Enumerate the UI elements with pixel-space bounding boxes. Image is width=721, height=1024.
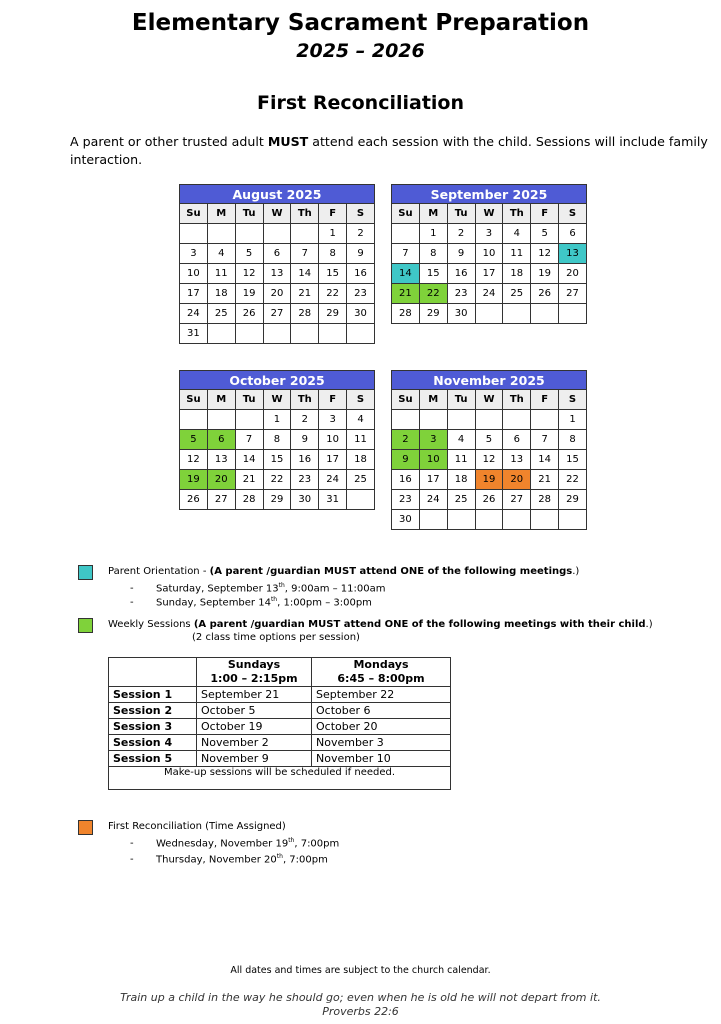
day-cell: 22: [559, 470, 587, 490]
orientation-requirement: (A parent /guardian MUST attend ONE of the following meetings: [209, 566, 573, 577]
empty-day-cell: [207, 324, 235, 344]
day-cell: 1: [263, 410, 291, 430]
calendar-grid: [391, 370, 587, 530]
empty-day-cell: [263, 324, 291, 344]
day-cell: 24: [475, 284, 503, 304]
day-cell: 1: [319, 224, 347, 244]
month-header: September 2025: [392, 185, 587, 204]
day-cell: 2: [447, 224, 475, 244]
calendar-october: [179, 370, 375, 510]
day-cell: 8: [263, 430, 291, 450]
day-cell: 15: [559, 450, 587, 470]
day-cell: 6: [503, 430, 531, 450]
intro-text-rest: attend each session with the child. Sessions will include family interaction.: [70, 134, 708, 167]
weekday-header: F: [319, 390, 347, 410]
day-cell: 25: [207, 304, 235, 324]
day-cell: 23: [291, 470, 319, 490]
weekday-header: W: [475, 390, 503, 410]
weekday-header: M: [419, 390, 447, 410]
week-row: [392, 450, 587, 470]
day-cell: 28: [291, 304, 319, 324]
week-row: [180, 244, 375, 264]
weekday-header: F: [531, 390, 559, 410]
orientation-time: , 1:00pm – 3:00pm: [277, 597, 372, 609]
monday-date: November 3: [312, 735, 451, 751]
weekly-label: Weekly Sessions: [108, 619, 194, 630]
day-cell: 13: [503, 450, 531, 470]
week-row: [180, 304, 375, 324]
day-cell: 27: [559, 284, 587, 304]
sunday-date: November 9: [197, 751, 312, 767]
day-cell: 3: [475, 224, 503, 244]
day-cell: 19: [531, 264, 559, 284]
week-row: [180, 450, 375, 470]
reconciliation-item: [130, 850, 328, 867]
sunday-date: October 5: [197, 703, 312, 719]
day-cell: 18: [503, 264, 531, 284]
empty-day-cell: [180, 410, 208, 430]
day-cell: 4: [347, 410, 375, 430]
day-cell: 15: [263, 450, 291, 470]
sunday-date: September 21: [197, 687, 312, 703]
day-cell: 9: [392, 450, 420, 470]
day-cell: 13: [207, 450, 235, 470]
ordinal-suffix: th: [276, 853, 283, 860]
day-cell: 31: [180, 324, 208, 344]
weekday-header: S: [559, 204, 587, 224]
weekday-header: W: [475, 204, 503, 224]
empty-day-cell: [419, 510, 447, 530]
empty-day-cell: [531, 510, 559, 530]
empty-day-cell: [347, 490, 375, 510]
mondays-time: 6:45 – 8:00pm: [337, 672, 425, 685]
reconciliation-item: [130, 834, 339, 851]
empty-day-cell: [291, 224, 319, 244]
session-label: Session 2: [109, 703, 197, 719]
page-title: Elementary Sacrament Preparation: [131, 10, 590, 36]
day-cell: 5: [475, 430, 503, 450]
table-row: [109, 751, 451, 767]
week-row: [180, 224, 375, 244]
orientation-tail: .): [572, 566, 580, 577]
monday-date: October 6: [312, 703, 451, 719]
calendar-grid: [179, 184, 375, 344]
day-cell: 26: [475, 490, 503, 510]
monday-date: September 22: [312, 687, 451, 703]
day-cell: 22: [319, 284, 347, 304]
weekly-legend: [108, 618, 653, 632]
day-cell: 26: [180, 490, 208, 510]
empty-day-cell: [235, 224, 263, 244]
weekday-header: Su: [392, 390, 420, 410]
day-cell: 18: [207, 284, 235, 304]
day-cell: 20: [207, 470, 235, 490]
day-cell: 11: [503, 244, 531, 264]
empty-day-cell: [207, 224, 235, 244]
month-header: August 2025: [180, 185, 375, 204]
day-cell: 27: [503, 490, 531, 510]
week-row: [392, 510, 587, 530]
day-cell: 6: [263, 244, 291, 264]
reconciliation-date: Thursday, November 20: [156, 854, 277, 866]
day-cell: 11: [447, 450, 475, 470]
week-row: [392, 304, 587, 324]
day-cell: 16: [291, 450, 319, 470]
empty-day-cell: [503, 510, 531, 530]
weekday-header: M: [207, 390, 235, 410]
day-cell: 12: [475, 450, 503, 470]
day-cell: 12: [180, 450, 208, 470]
intro-emphasis: MUST: [267, 134, 309, 149]
day-cell: 30: [291, 490, 319, 510]
weekday-header: F: [319, 204, 347, 224]
day-cell: 1: [419, 224, 447, 244]
day-cell: 3: [319, 410, 347, 430]
calendar-grid: [179, 370, 375, 510]
week-row: [180, 470, 375, 490]
day-cell: 15: [419, 264, 447, 284]
reconciliation-label: First Reconciliation (Time Assigned): [108, 821, 286, 832]
month-header: November 2025: [392, 371, 587, 390]
orientation-legend: [108, 565, 579, 579]
sunday-date: October 19: [197, 719, 312, 735]
weekday-header: S: [559, 390, 587, 410]
weekday-header: S: [347, 390, 375, 410]
orientation-date: Saturday, September 13: [156, 583, 279, 595]
bible-verse: [0, 991, 721, 1019]
calendar-grid: [391, 184, 587, 324]
empty-day-cell: [347, 324, 375, 344]
day-cell: 22: [263, 470, 291, 490]
day-cell: 20: [559, 264, 587, 284]
day-cell: 4: [447, 430, 475, 450]
day-cell: 17: [180, 284, 208, 304]
bullet-dash: -: [130, 597, 134, 609]
sessions-header-row: [109, 658, 451, 687]
week-row: [180, 490, 375, 510]
day-cell: 18: [447, 470, 475, 490]
monday-date: October 20: [312, 719, 451, 735]
day-cell: 17: [419, 470, 447, 490]
table-row: [109, 703, 451, 719]
session-label: Session 4: [109, 735, 197, 751]
empty-day-cell: [447, 410, 475, 430]
day-cell: 2: [392, 430, 420, 450]
empty-day-cell: [531, 304, 559, 324]
empty-day-cell: [531, 410, 559, 430]
day-cell: 5: [235, 244, 263, 264]
verse-reference: Proverbs 22:6: [322, 1005, 399, 1018]
ordinal-suffix: th: [270, 596, 278, 603]
day-cell: 30: [392, 510, 420, 530]
sundays-label: Sundays: [227, 658, 281, 671]
day-cell: 19: [235, 284, 263, 304]
week-row: [180, 264, 375, 284]
weekly-color-swatch: [78, 618, 93, 633]
month-header: October 2025: [180, 371, 375, 390]
day-cell: 14: [531, 450, 559, 470]
table-row: [109, 687, 451, 703]
sundays-header: [197, 658, 312, 687]
calendar-disclaimer: All dates and times are subject to the church calendar.: [230, 965, 491, 976]
weekly-subnote: (2 class time options per session): [192, 632, 360, 643]
week-row: [392, 470, 587, 490]
day-cell: 23: [447, 284, 475, 304]
day-cell: 4: [503, 224, 531, 244]
weekday-header: W: [263, 390, 291, 410]
makeup-note: Make-up sessions will be scheduled if needed.: [109, 767, 451, 790]
day-cell: 26: [531, 284, 559, 304]
day-cell: 16: [347, 264, 375, 284]
day-cell: 19: [180, 470, 208, 490]
weekday-header: W: [263, 204, 291, 224]
calendar-august: [179, 184, 375, 344]
sundays-time: 1:00 – 2:15pm: [210, 672, 298, 685]
empty-day-cell: [475, 410, 503, 430]
day-cell: 7: [235, 430, 263, 450]
orientation-label: Parent Orientation -: [108, 566, 210, 577]
weekday-header: M: [207, 204, 235, 224]
day-cell: 12: [531, 244, 559, 264]
mondays-header: [312, 658, 451, 687]
day-cell: 7: [392, 244, 420, 264]
day-cell: 30: [447, 304, 475, 324]
bullet-dash: -: [130, 854, 134, 866]
table-note-row: [109, 767, 451, 790]
table-row: [109, 735, 451, 751]
empty-day-cell: [503, 410, 531, 430]
intro-text: A parent or other trusted adult: [70, 134, 268, 149]
week-row: [392, 430, 587, 450]
day-cell: 6: [559, 224, 587, 244]
weekly-requirement: (A parent /guardian MUST attend ONE of the following meetings with their child: [193, 619, 646, 630]
day-cell: 26: [235, 304, 263, 324]
weekday-header: Th: [291, 204, 319, 224]
day-cell: 16: [392, 470, 420, 490]
week-row: [392, 284, 587, 304]
day-cell: 6: [207, 430, 235, 450]
weekday-header: Th: [291, 390, 319, 410]
day-cell: 29: [319, 304, 347, 324]
reconciliation-time: , 7:00pm: [294, 838, 340, 850]
ordinal-suffix: th: [288, 837, 295, 844]
day-cell: 25: [347, 470, 375, 490]
day-cell: 9: [447, 244, 475, 264]
week-row: [180, 284, 375, 304]
week-row: [392, 410, 587, 430]
calendar-november: [391, 370, 587, 530]
day-cell: 27: [263, 304, 291, 324]
day-cell: 29: [263, 490, 291, 510]
day-cell: 1: [559, 410, 587, 430]
day-cell: 13: [263, 264, 291, 284]
empty-day-cell: [235, 324, 263, 344]
empty-day-cell: [207, 410, 235, 430]
day-cell: 24: [319, 470, 347, 490]
day-cell: 5: [180, 430, 208, 450]
day-cell: 2: [347, 224, 375, 244]
bullet-dash: -: [130, 838, 134, 850]
week-row: [180, 324, 375, 344]
orientation-color-swatch: [78, 565, 93, 580]
table-row: [109, 719, 451, 735]
day-cell: 11: [347, 430, 375, 450]
day-cell: 10: [419, 450, 447, 470]
weekday-header: S: [347, 204, 375, 224]
day-cell: 28: [531, 490, 559, 510]
day-cell: 28: [392, 304, 420, 324]
weekday-header: Tu: [447, 390, 475, 410]
day-cell: 19: [475, 470, 503, 490]
reconciliation-color-swatch: [78, 820, 93, 835]
day-cell: 7: [291, 244, 319, 264]
day-cell: 21: [291, 284, 319, 304]
empty-day-cell: [319, 324, 347, 344]
day-cell: 17: [319, 450, 347, 470]
day-cell: 2: [291, 410, 319, 430]
orientation-date: Sunday, September 14: [156, 597, 271, 609]
day-cell: 4: [207, 244, 235, 264]
weekday-header: Tu: [447, 204, 475, 224]
week-row: [180, 430, 375, 450]
verse-text: Train up a child in the way he should go; even when he is old he will not depart from it.: [120, 991, 601, 1004]
day-cell: 31: [319, 490, 347, 510]
day-cell: 8: [559, 430, 587, 450]
session-label: Session 1: [109, 687, 197, 703]
weekday-header: Su: [180, 204, 208, 224]
session-label: Session 3: [109, 719, 197, 735]
week-row: [392, 244, 587, 264]
day-cell: 14: [291, 264, 319, 284]
empty-day-cell: [475, 510, 503, 530]
weekday-header: M: [419, 204, 447, 224]
day-cell: 25: [503, 284, 531, 304]
sessions-table: [108, 657, 451, 790]
reconciliation-date: Wednesday, November 19: [156, 838, 289, 850]
ordinal-suffix: th: [278, 582, 285, 589]
empty-day-cell: [559, 304, 587, 324]
empty-day-cell: [503, 304, 531, 324]
day-cell: 12: [235, 264, 263, 284]
empty-day-cell: [291, 324, 319, 344]
weekday-header: Tu: [235, 204, 263, 224]
weekday-header: Th: [503, 204, 531, 224]
day-cell: 10: [319, 430, 347, 450]
day-cell: 15: [319, 264, 347, 284]
day-cell: 14: [235, 450, 263, 470]
empty-day-cell: [180, 224, 208, 244]
day-cell: 10: [475, 244, 503, 264]
day-cell: 21: [235, 470, 263, 490]
day-cell: 11: [207, 264, 235, 284]
empty-day-cell: [559, 510, 587, 530]
weekday-header: Tu: [235, 390, 263, 410]
sessions-corner-cell: [109, 658, 197, 687]
day-cell: 27: [207, 490, 235, 510]
section-title: First Reconciliation: [256, 92, 465, 114]
week-row: [392, 224, 587, 244]
weekday-header: F: [531, 204, 559, 224]
day-cell: 18: [347, 450, 375, 470]
day-cell: 24: [419, 490, 447, 510]
day-cell: 23: [392, 490, 420, 510]
monday-date: November 10: [312, 751, 451, 767]
day-cell: 29: [559, 490, 587, 510]
day-cell: 29: [419, 304, 447, 324]
day-cell: 10: [180, 264, 208, 284]
weekday-header: Th: [503, 390, 531, 410]
empty-day-cell: [392, 410, 420, 430]
day-cell: 21: [392, 284, 420, 304]
empty-day-cell: [392, 224, 420, 244]
day-cell: 3: [419, 430, 447, 450]
empty-day-cell: [475, 304, 503, 324]
day-cell: 5: [531, 224, 559, 244]
weekday-header: Su: [392, 204, 420, 224]
day-cell: 7: [531, 430, 559, 450]
day-cell: 8: [319, 244, 347, 264]
day-cell: 13: [559, 244, 587, 264]
day-cell: 16: [447, 264, 475, 284]
day-cell: 24: [180, 304, 208, 324]
sunday-date: November 2: [197, 735, 312, 751]
day-cell: 21: [531, 470, 559, 490]
intro-paragraph: [70, 133, 710, 169]
page-subtitle-years: 2025 – 2026: [296, 40, 425, 62]
day-cell: 30: [347, 304, 375, 324]
orientation-item: [130, 593, 372, 610]
calendar-september: [391, 184, 587, 324]
empty-day-cell: [235, 410, 263, 430]
empty-day-cell: [419, 410, 447, 430]
week-row: [392, 264, 587, 284]
day-cell: 22: [419, 284, 447, 304]
day-cell: 3: [180, 244, 208, 264]
bullet-dash: -: [130, 583, 134, 595]
weekday-header: Su: [180, 390, 208, 410]
day-cell: 28: [235, 490, 263, 510]
day-cell: 17: [475, 264, 503, 284]
day-cell: 25: [447, 490, 475, 510]
week-row: [392, 490, 587, 510]
day-cell: 14: [392, 264, 420, 284]
day-cell: 8: [419, 244, 447, 264]
day-cell: 20: [263, 284, 291, 304]
reconciliation-time: , 7:00pm: [282, 854, 328, 866]
weekly-tail: .): [645, 619, 653, 630]
day-cell: 23: [347, 284, 375, 304]
day-cell: 9: [291, 430, 319, 450]
session-label: Session 5: [109, 751, 197, 767]
empty-day-cell: [263, 224, 291, 244]
day-cell: 20: [503, 470, 531, 490]
mondays-label: Mondays: [353, 658, 409, 671]
day-cell: 9: [347, 244, 375, 264]
orientation-time: , 9:00am – 11:00am: [284, 583, 386, 595]
empty-day-cell: [447, 510, 475, 530]
week-row: [180, 410, 375, 430]
